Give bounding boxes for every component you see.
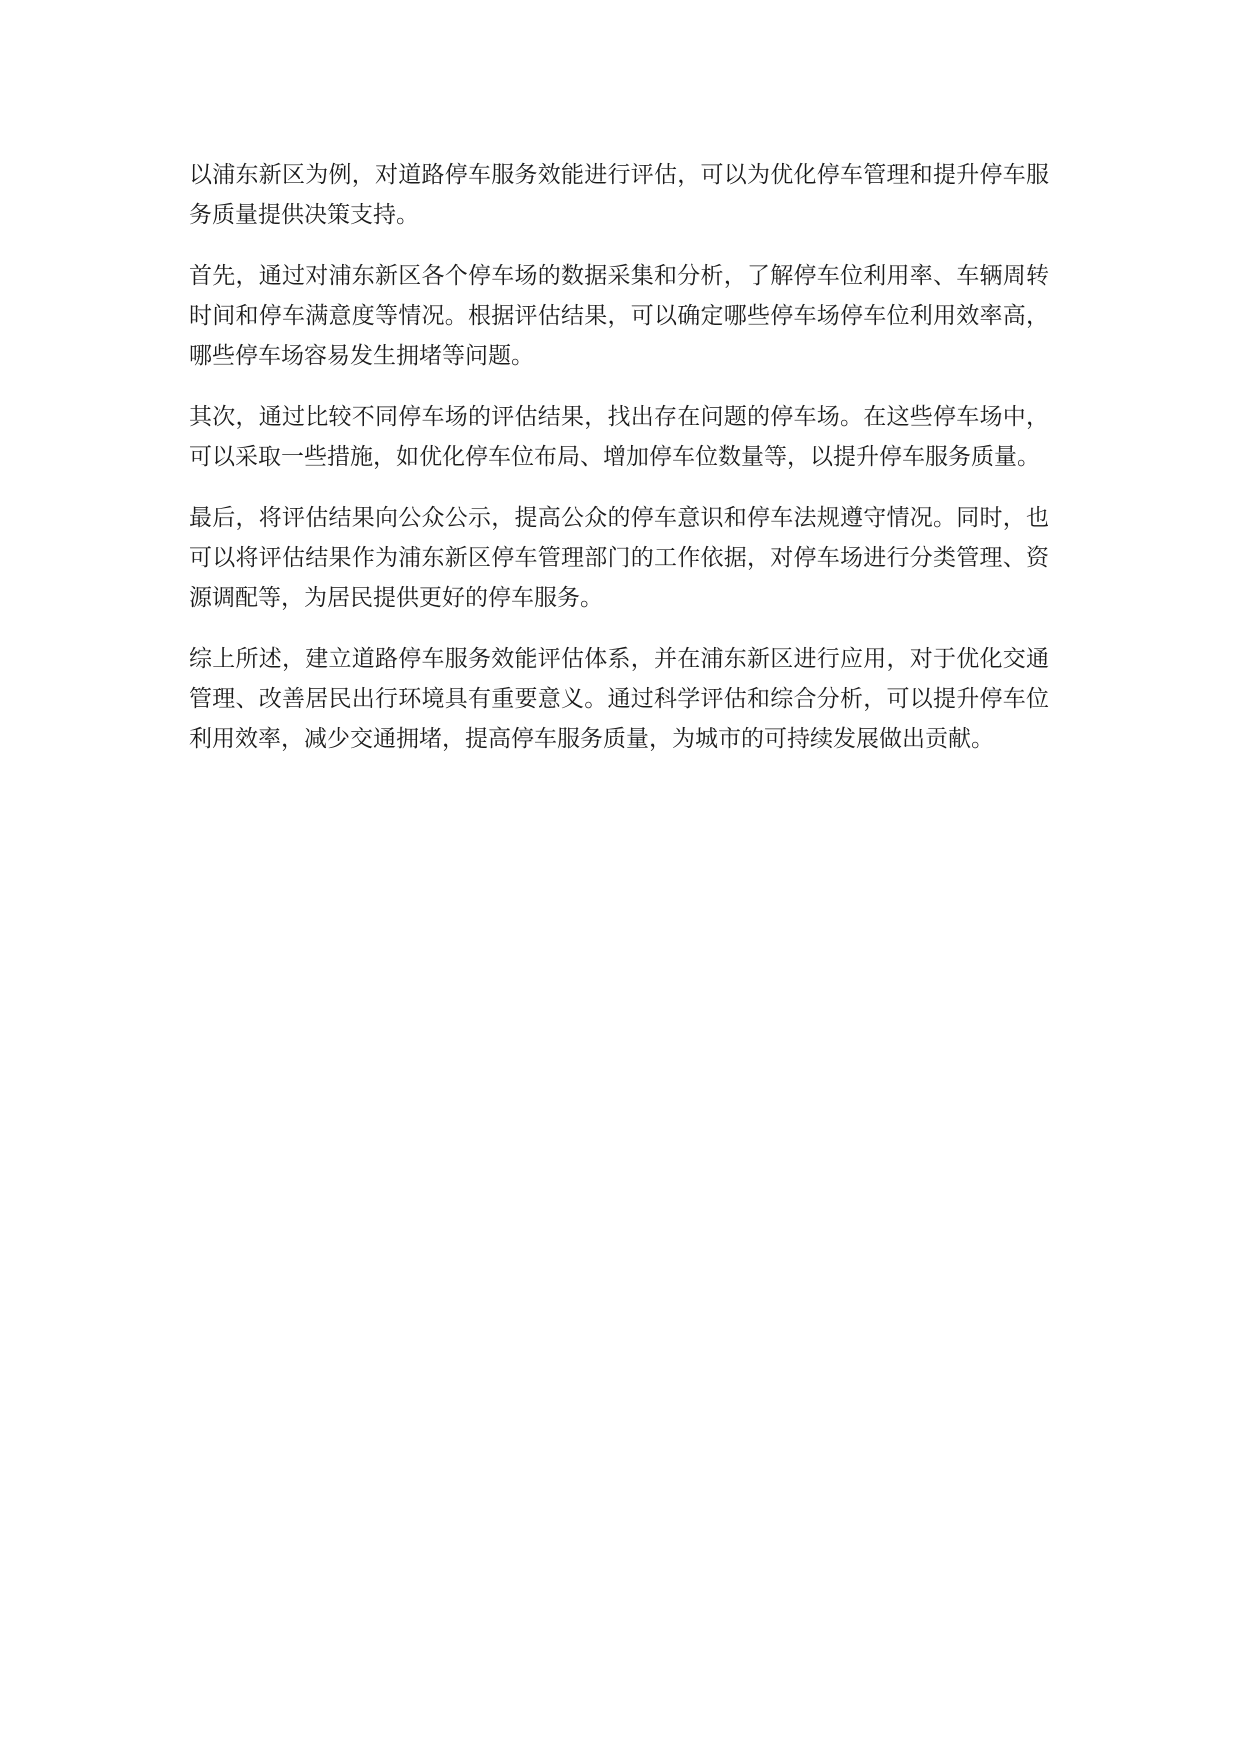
paragraph-second: 其次，通过比较不同停车场的评估结果，找出存在问题的停车场。在这些停车场中，可以采取一些措施，如优化停车位布局、增加停车位数量等，以提升停车服务质量。 — [189, 404, 1049, 470]
paragraph-first: 首先，通过对浦东新区各个停车场的数据采集和分析，了解停车位利用率、车辆周转时间和停车满意度等情况。根据评估结果，可以确定哪些停车场停车位利用效率高，哪些停车场容易发生拥堵等问题。 — [189, 263, 1049, 369]
paragraph-intro: 以浦东新区为例，对道路停车服务效能进行评估，可以为优化停车管理和提升停车服务质量提供决策支持。 — [189, 162, 1049, 228]
document-body — [189, 155, 1049, 780]
paragraph-summary: 综上所述，建立道路停车服务效能评估体系，并在浦东新区进行应用，对于优化交通管理、改善居民出行环境具有重要意义。通过科学评估和综合分析，可以提升停车位利用效率，减少交通拥堵，提高停车服务质量，为城市的可持续发展做出贡献。 — [189, 646, 1049, 752]
paragraph-last: 最后，将评估结果向公众公示，提高公众的停车意识和停车法规遵守情况。同时，也可以将评估结果作为浦东新区停车管理部门的工作依据，对停车场进行分类管理、资源调配等，为居民提供更好的停车服务。 — [189, 505, 1049, 611]
